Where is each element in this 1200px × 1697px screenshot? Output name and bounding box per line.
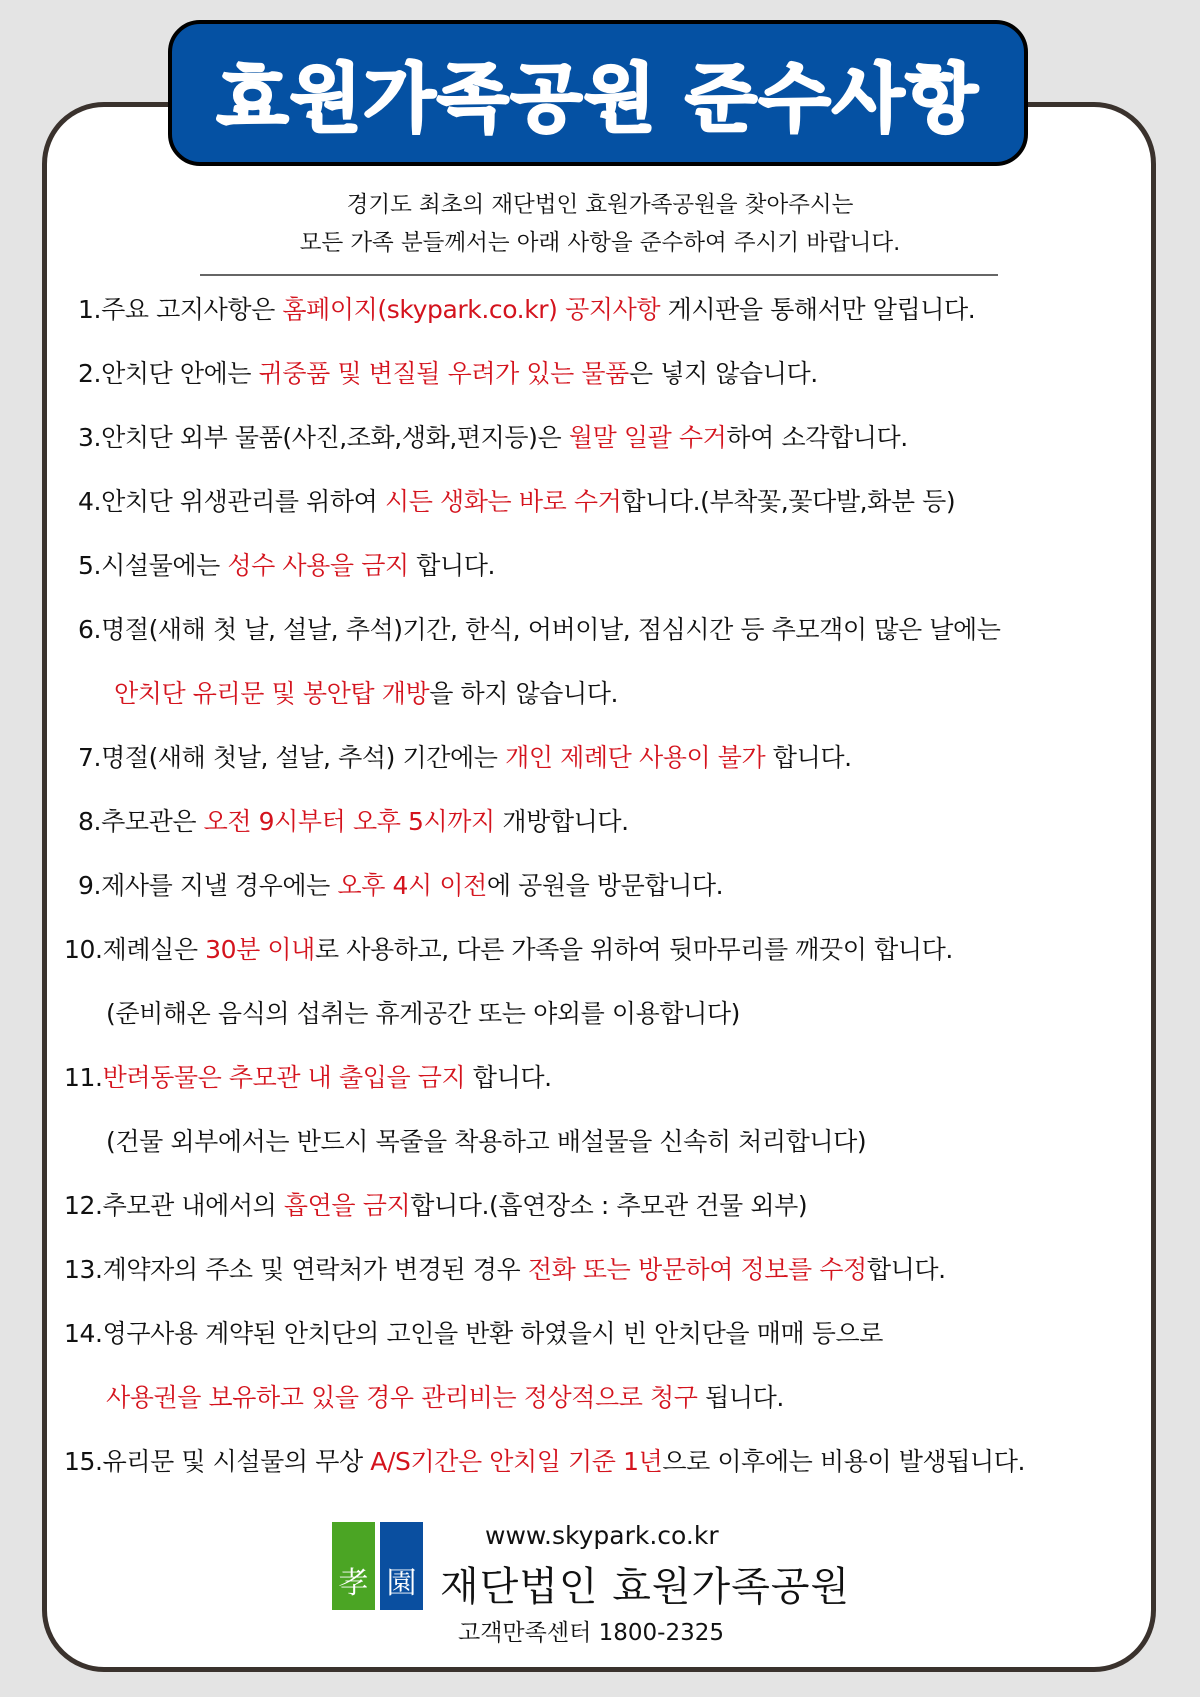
rule-item-13 bbox=[64, 1250, 946, 1290]
rule-item-12 bbox=[64, 1186, 807, 1226]
rule-item-8 bbox=[78, 802, 629, 842]
highlight-text: 월말 일괄 수거 bbox=[568, 423, 727, 452]
rule-item-6-continued bbox=[114, 674, 618, 714]
rule-text: 을 하지 않습니다. bbox=[429, 679, 619, 708]
logo-won-block: 園 bbox=[380, 1522, 423, 1610]
rule-text: 추모관은 bbox=[101, 807, 204, 836]
rule-number: 8. bbox=[78, 807, 102, 836]
rule-text: 됩니다. bbox=[697, 1383, 784, 1412]
rule-text: 추모관 내에서의 bbox=[102, 1191, 284, 1220]
rule-text: 은 넣지 않습니다. bbox=[628, 359, 818, 388]
highlight-text: 오전 9시부터 오후 5시까지 bbox=[203, 807, 495, 836]
rule-text: 에 공원을 방문합니다. bbox=[486, 871, 724, 900]
rule-text: 명절(새해 첫날, 설날, 추석) 기간에는 bbox=[101, 743, 506, 772]
rule-text: 합니다. bbox=[465, 1063, 552, 1092]
rule-text: 시설물에는 bbox=[101, 551, 228, 580]
rule-text: 합니다. bbox=[408, 551, 496, 580]
rule-text: (준비해온 음식의 섭취는 휴게공간 또는 야외를 이용합니다) bbox=[106, 999, 740, 1028]
logo bbox=[332, 1522, 423, 1610]
rule-item-11-continued bbox=[106, 1122, 866, 1162]
rule-text: 으로 이후에는 비용이 발생됩니다. bbox=[662, 1447, 1026, 1476]
highlight-text: 반려동물은 추모관 내 출입을 금지 bbox=[102, 1063, 466, 1092]
rule-number: 4. bbox=[78, 487, 102, 516]
rule-item-11 bbox=[64, 1058, 552, 1098]
logo-hyo-block: 孝 bbox=[332, 1522, 375, 1610]
divider bbox=[200, 274, 998, 276]
rule-number: 14. bbox=[64, 1319, 103, 1348]
rule-number: 3. bbox=[78, 423, 102, 452]
intro-text bbox=[0, 186, 1200, 262]
rule-number: 11. bbox=[64, 1063, 103, 1092]
rule-text: 명절(새해 첫 날, 설날, 추석)기간, 한식, 어버이날, 점심시간 등 추모객이 많은 날에는 bbox=[101, 615, 1001, 644]
rule-item-10 bbox=[64, 930, 953, 970]
rule-item-3 bbox=[78, 418, 908, 458]
rule-text: 제례실은 bbox=[102, 935, 206, 964]
rule-text: 로 사용하고, 다른 가족을 위하여 뒷마무리를 깨끗이 합니다. bbox=[314, 935, 953, 964]
title-banner bbox=[168, 20, 1028, 166]
highlight-text: 안치단 유리문 및 봉안탑 개방 bbox=[114, 679, 430, 708]
rule-text: 안치단 외부 물품(사진,조화,생화,편지등)은 bbox=[101, 423, 569, 452]
highlight-text: 홈페이지(skypark.co.kr) 공지사항 bbox=[282, 295, 661, 324]
rule-number: 13. bbox=[64, 1255, 103, 1284]
rule-text: 주요 고지사항은 bbox=[101, 295, 283, 324]
rule-number: 15. bbox=[64, 1447, 103, 1476]
highlight-text: 성수 사용을 금지 bbox=[227, 551, 409, 580]
intro-line-2: 모든 가족 분들께서는 아래 사항을 준수하여 주시기 바랍니다. bbox=[299, 230, 901, 256]
rule-text: 게시판을 통해서만 알립니다. bbox=[660, 295, 976, 324]
rule-item-10-continued bbox=[106, 994, 740, 1034]
rule-number: 6. bbox=[78, 615, 102, 644]
highlight-text: 개인 제례단 사용이 불가 bbox=[505, 743, 766, 772]
rule-text: 영구사용 계약된 안치단의 고인을 반환 하였을시 빈 안치단을 매매 등으로 bbox=[102, 1319, 883, 1348]
rule-item-2 bbox=[78, 354, 818, 394]
rule-text: 합니다. bbox=[866, 1255, 946, 1284]
rule-text: 제사를 지낼 경우에는 bbox=[101, 871, 338, 900]
customer-center-phone: 고객만족센터 1800-2325 bbox=[458, 1620, 724, 1646]
rule-text: 안치단 안에는 bbox=[101, 359, 259, 388]
website-url: www.skypark.co.kr bbox=[485, 1521, 719, 1550]
rule-item-7 bbox=[78, 738, 852, 778]
organization-name: 재단법인 효원가족공원 bbox=[440, 1564, 851, 1610]
rule-text: 합니다. bbox=[765, 743, 852, 772]
rule-text: 합니다.(부착꽃,꽃다발,화분 등) bbox=[621, 487, 956, 516]
rule-text: 유리문 및 시설물의 무상 bbox=[102, 1447, 371, 1476]
highlight-text: A/S기간은 안치일 기준 1년 bbox=[370, 1447, 663, 1476]
highlight-text: 전화 또는 방문하여 정보를 수정 bbox=[527, 1255, 867, 1284]
intro-line-1: 경기도 최초의 재단법인 효원가족공원을 찾아주시는 bbox=[346, 192, 854, 218]
rule-text: 하여 소각합니다. bbox=[726, 423, 908, 452]
highlight-text: 흡연을 금지 bbox=[283, 1191, 411, 1220]
rule-number: 7. bbox=[78, 743, 102, 772]
rule-number: 5. bbox=[78, 551, 102, 580]
rule-number: 2. bbox=[78, 359, 102, 388]
rule-text: 계약자의 주소 및 연락처가 변경된 경우 bbox=[102, 1255, 528, 1284]
rule-number: 1. bbox=[78, 295, 102, 324]
rule-item-9 bbox=[78, 866, 723, 906]
rule-item-14 bbox=[64, 1314, 883, 1354]
highlight-text: 오후 4시 이전 bbox=[337, 871, 487, 900]
highlight-text: 시든 생화는 바로 수거 bbox=[384, 487, 622, 516]
rule-item-5 bbox=[78, 546, 495, 586]
highlight-text: 30분 이내 bbox=[205, 935, 315, 964]
rule-item-15 bbox=[64, 1442, 1025, 1482]
highlight-text: 귀중품 및 변질될 우려가 있는 물품 bbox=[258, 359, 629, 388]
rule-item-14-continued bbox=[106, 1378, 784, 1418]
highlight-text: 사용권을 보유하고 있을 경우 관리비는 정상적으로 청구 bbox=[106, 1383, 698, 1412]
rule-text: 개방합니다. bbox=[494, 807, 629, 836]
rule-number: 10. bbox=[64, 935, 103, 964]
rule-text: 안치단 위생관리를 위하여 bbox=[101, 487, 385, 516]
rule-text: (건물 외부에서는 반드시 목줄을 착용하고 배설물을 신속히 처리합니다) bbox=[106, 1127, 867, 1156]
rule-number: 9. bbox=[78, 871, 102, 900]
rule-item-1 bbox=[78, 290, 975, 330]
rule-number: 12. bbox=[64, 1191, 103, 1220]
rule-item-4 bbox=[78, 482, 955, 522]
rule-text: 합니다.(흡연장소 : 추모관 건물 외부) bbox=[410, 1191, 808, 1220]
page-title: 효원가족공원 준수사항 bbox=[216, 56, 980, 142]
rule-item-6 bbox=[78, 610, 1001, 650]
